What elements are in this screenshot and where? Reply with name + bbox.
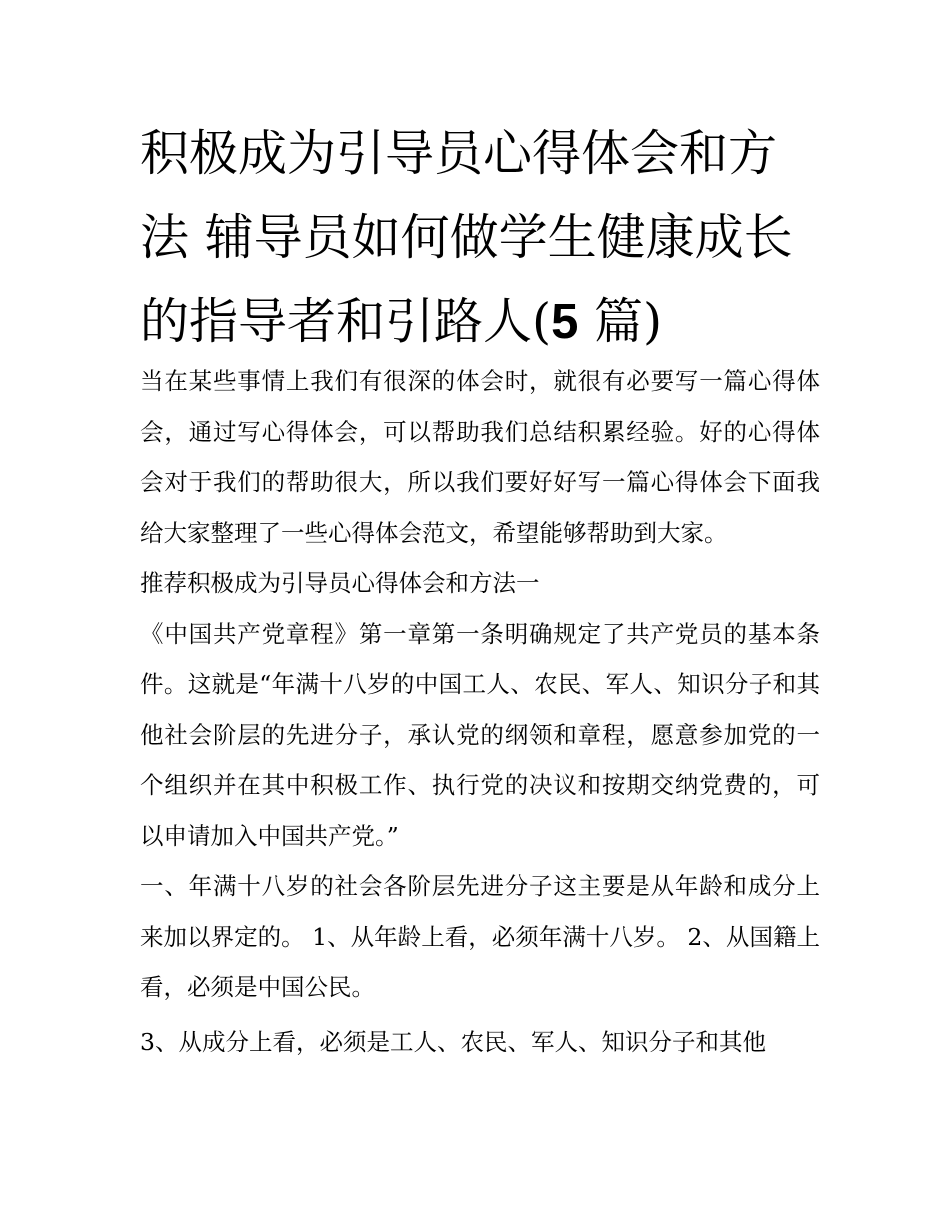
document-body (140, 356, 820, 1067)
section-heading: 推荐积极成为引导员心得体会和方法一 (140, 569, 540, 597)
intro-paragraph: 当在某些事情上我们有很深的体会时，就很有必要写一篇心得体会，通过写心得体会，可以帮助我们总结积累经验。好的心得体会对于我们的帮助很大，所以我们要好好写一篇心得体会下面我给大家整理了一些心得体会范文，希望能够帮助到大家。 (140, 367, 820, 547)
point-one-paragraph: 一、年满十八岁的社会各阶层先进分子这主要是从年龄和成分上来加以界定的。 1、从年龄上看，必须年满十八岁。 2、从国籍上看，必须是中国公民。 (140, 872, 820, 1001)
point-three-paragraph: 3、从成分上看，必须是工人、农民、军人、知识分子和其他 (140, 1027, 766, 1056)
title-text: 积极成为引导员心得体会和方法 辅导员如何做学生健康成长的指导者和引路人( (140, 125, 793, 350)
title-count: 5 (551, 295, 579, 349)
document-title (140, 112, 820, 364)
title-suffix: 篇) (578, 293, 663, 350)
charter-paragraph: 《中国共产党章程》第一章第一条明确规定了共产党员的基本条件。这就是“年满十八岁的中国工人、农民、军人、知识分子和其他社会阶层的先进分子，承认党的纲领和章程，愿意参加党的一个组织并在其中积极工作、执行党的决议和按期交纳党费的，可以申请加入中国共产党。” (140, 619, 820, 850)
